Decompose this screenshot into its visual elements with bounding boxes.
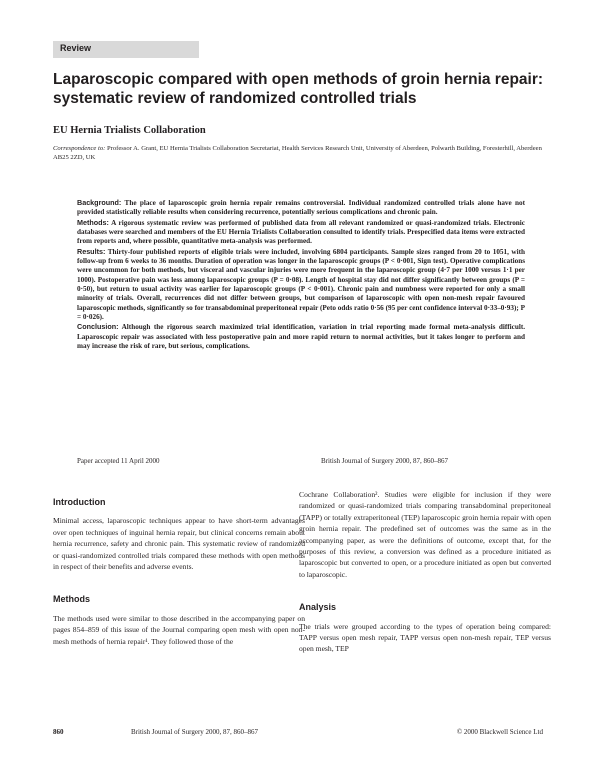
- methods-label: Methods:: [77, 217, 109, 227]
- conclusion-label: Conclusion:: [77, 322, 119, 332]
- abstract-methods: [77, 218, 525, 247]
- methods-text: A rigorous systematic review was performed of published data from all relevant randomized or quasi-randomized trials. Electronic databases were searched and members of the EU Hernia Trialists Collaboration consulted to identify trials. Prespecified data items were extracted from reports and, where possible, quantitative meta-analysis was performed.: [77, 218, 525, 246]
- abstract-conclusion: [77, 322, 525, 351]
- methods-body-text: The methods used were similar to those described in the accompanying paper on pages 854–859 of this issue of the Journal comparing open mesh with open non-mesh methods of hernia repair¹. They followed those of the: [53, 613, 305, 646]
- results-label: Results:: [77, 246, 106, 256]
- journal-citation: British Journal of Surgery 2000, 87, 860–867: [321, 457, 449, 465]
- eligibility-text: Cochrane Collaboration². Studies were eligible for inclusion if they were randomized or quasi-randomized trials comparing transabdominal preperitoneal (TAPP) or totally extraperitoneal (TEP) laparoscopic groin hernia repair with open groin hernia repair. The predefined set of outcomes was the same as in the accompanying paper, as were the definitions of outcome, except that, for the purposes of this review, a conversion was defined as a procedure initiated as laparoscopic but converted to open, or a procedure initiated as open but converted to laparoscopic.: [299, 490, 551, 579]
- analysis-text: The trials were grouped according to the types of operation being compared: TAPP versus open mesh repair, TAPP versus open non-mesh repair, TEP versus open mesh, TEP: [299, 621, 551, 654]
- introduction-text: Minimal access, laparoscopic techniques appear to have short-term advantages over open techniques of inguinal hernia repair, but clinical concerns remain about hernia recurrence, safety and chronic pain. This systematic review of randomized or quasi-randomized controlled trials compared these methods with open methods in respect of their benefits and adverse events.: [53, 516, 305, 572]
- left-column: [53, 489, 305, 647]
- correspondence-text: Professor A. Grant, EU Hernia Trialists Collaboration Secretariat, Health Services Research Unit, University of Aberdeen, Polwarth Building, Foresterhill, Aberdeen AB25 2ZD, UK: [53, 145, 542, 161]
- background-text: The place of laparoscopic groin hernia repair remains controversial. Individual randomized controlled trials alone have not provided statistically reliable results when considering recurrence, potentially serious complications and chronic pain.: [77, 199, 525, 217]
- conclusion-text: Although the rigorous search maximized trial identification, variation in trial reporting made formal meta-analysis difficult. Laparoscopic repair was associated with less postoperative pain and more rapid return to normal activities, but it takes longer to perform and may increase the risk of rare, but serious, complications.: [77, 323, 526, 351]
- correspondence-label: Correspondence to:: [53, 145, 106, 152]
- correspondence: [53, 144, 553, 162]
- right-column: [299, 489, 551, 655]
- results-text: Thirty-four published reports of eligible trials were included, involving 6804 participants. Sample sizes ranged from 20 to 1051, with follow-up from 6 weeks to 36 months. Duration of operation was longer in the laparoscopic groups (P < 0·001, Sign test). Operative complications were uncommon for both methods, but visceral and vascular injuries were more frequent in the laparoscopic group (4·7 per 1000 versus 1·1 per 1000). Postoperative pain was less among laparoscopic groups (P = 0·08). Length of hospital stay did not differ significantly between groups (P = 0·50), but return to usual activity was earlier for laparoscopic groups (P < 0·001). Chronic pain and numbness were reported for only a small minority of trials. Overall, recurrences did not differ between groups, but comparison of laparoscopic with open non-mesh repair favoured laparoscopic methods, significantly so for transabdominal preperitoneal repair (Peto odds ratio 0·56 (95 per cent confidence interval 0·33–0·93); P = 0·026).: [77, 247, 525, 322]
- abstract-background: [77, 198, 525, 218]
- copyright: © 2000 Blackwell Science Ltd: [456, 728, 543, 736]
- methods-heading: Methods: [53, 594, 90, 605]
- abstract-results: [77, 247, 525, 323]
- introduction-heading: Introduction: [53, 497, 106, 507]
- footer-citation: British Journal of Surgery 2000, 87, 860–867: [131, 728, 259, 736]
- background-label: Background:: [77, 198, 122, 207]
- author-line: EU Hernia Trialists Collaboration: [53, 125, 206, 136]
- accepted-date: Paper accepted 11 April 2000: [77, 457, 160, 465]
- abstract: [77, 198, 525, 352]
- page-number: 860: [53, 728, 64, 736]
- article-title: Laparoscopic compared with open methods of groin hernia repair: systematic review of randomized controlled trials: [53, 71, 544, 107]
- analysis-heading: Analysis: [299, 602, 337, 613]
- section-label: Review: [60, 43, 92, 53]
- section-label-bar: [53, 41, 199, 58]
